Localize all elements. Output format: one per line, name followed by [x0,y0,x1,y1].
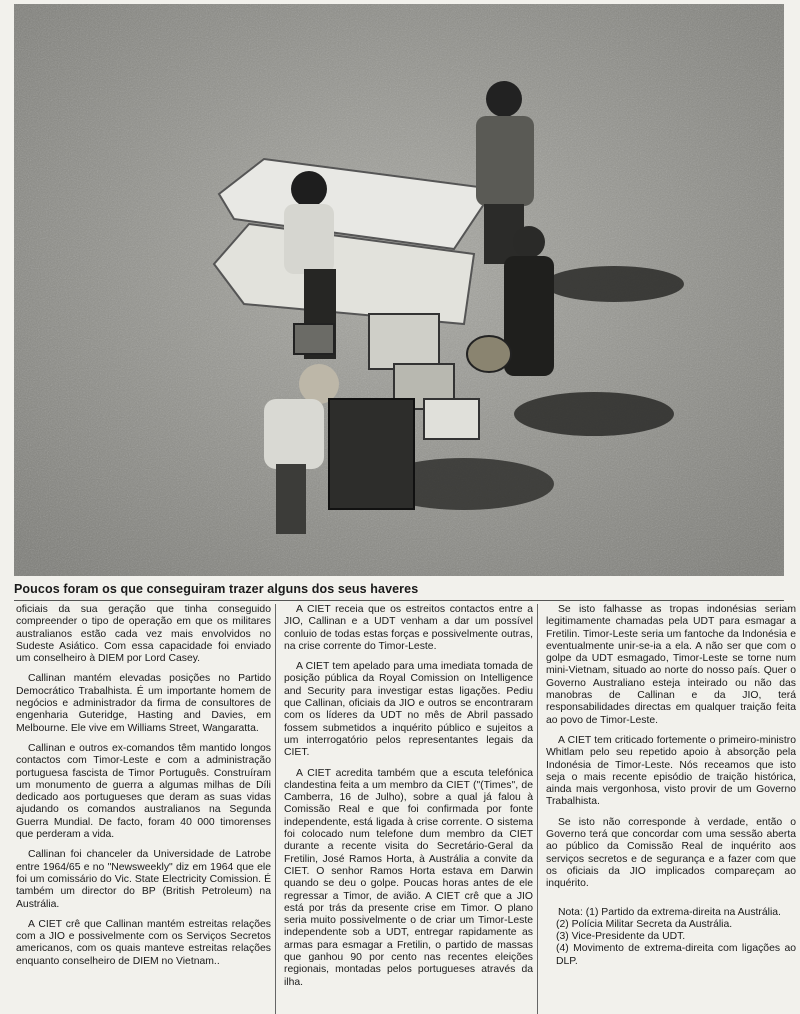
paragraph: oficiais da sua geração que tinha conseguido compreender o tipo de operação em que os militares australianos estão cada vez mais envolvidos no Sudeste Asiático. Com essa capacidade foi enviado um conselheiro à DIEM por Lord Casey. [16,604,271,665]
paragraph: A CIET acredita também que a escuta telefónica clandestina feita a um membro da CIET ("(Times", de Camberra, 16 de Julho), sobre a qual já falou à Comissão Real e que foi confirmada por fonte independente, está ligada à crise corrente. O sistema foi colocado num telefone dum membro da CIET durante a recente visita do Secretário-Geral da Fretilin, José Ramos Horta, à Austrália a convite da CIET. O senhor Ramos Horta estava em Darwin quando se deu o golpe. Poucas horas antes de ele regressar a Timor, de avião. A CIET crê que a JIO está por trás da presente crise em Timor. O plano seria muito possivelmente o de criar um Timor-Leste independente sob a UDT, entregar rapidamente as armas para esmagar a Fretilin, o partido de massas que ganhou 90 por cento nas recentes eleições regionais, montadas pelos portugueses através da ilha. [284,767,533,988]
paragraph: A CIET tem apelado para uma imediata tomada de posição pública da Royal Comission on Intelligence and Security para investigar estas ligações. Pediu que Callinan, oficiais da JIO e outros se encontraram com os líderes da UDT no mês de Abril passado fossem submetidos a inquérito público e sujeitos a um interrogatório pelos representantes legais da CIET. [284,661,533,759]
footnotes [546,907,796,968]
footnote-item: (3) Vice-Presidente da UDT. [556,931,686,943]
paragraph: Se isto falhasse as tropas indonésias seriam legitimamente chamadas pela UDT para esmagar a Fretilin. Timor-Leste seria um fantoche da Indonésia e eventualmente unir-se-ia a ela. A não ser que com o golpe da UDT esmagado, Timor-Leste se torne num mini-Vietnam, situado ao norte do nosso país. Quer o Governo Australiano esteja inteirado ou não das manobras de Callinan e da JIO, terá responsabilidades directas em qualquer traição feita ao povo de Timor-Leste. [546,604,796,726]
footnote-item: (4) Movimento de extrema-direita com ligações ao DLP. [556,943,796,967]
paragraph: Callinan mantém elevadas posições no Partido Democrático Trabalhista. É um importante homem de negócios e administrador da firma de consultores de engenharia Guteridge, Hasting and Davies, em Melbourne. Ele vive em Williams Street, Wangaratta. [16,673,271,734]
paragraph: Se isto não corresponde à verdade, então o Governo terá que concordar com uma sessão aberta ao público da Comissão Real de inquérito aos serviços secretos e de segurança e a fazer com que os oficiais da JIO implicados compareçam ao inquérito. [546,816,796,890]
news-photo [14,4,784,576]
footnote-item: (2) Polícia Militar Secreta da Austrália. [556,918,733,930]
photo-caption: Poucos foram os que conseguiram trazer alguns dos seus haveres [14,582,419,596]
paragraph: A CIET receia que os estreitos contactos entre a JIO, Callinan e a UDT venham a dar um possível conluio de todas estas forças e possivelmente outras, na crise corrente do Timor-Leste. [284,604,533,652]
paragraph: Callinan foi chanceler da Universidade de Latrobe entre 1964/65 e no "Newsweekly" diz em 1964 que ele foi um comissário do Vic. State Electricity Comission. É também um director do BP (British Petroleum) na Austrália. [16,849,271,910]
article-column-1 [14,604,276,1014]
footnote-heading: Nota: (1) Partido da extrema-direita na Austrália. [558,906,781,918]
article-body [14,604,800,1014]
paragraph: Callinan e outros ex-comandos têm mantido longos contactos com Timor-Leste e com a administração portuguesa fascista de Timor Português. Construíram um monumento de guerra a algumas milhas de Díli dedicado aos portugueses que deram as suas vidas ajudando os comandos australianos na Segunda Guerra Mundial. De facto, foram 40 000 timorenses que perderam a vida. [16,742,271,841]
paragraph: A CIET crê que Callinan mantém estreitas relações com a JIO e possivelmente com os Serviços Secretos americanos, com os quais manteve estreitas relações enquanto conselheiro de DIEM no Vietnam.. [16,918,271,967]
article-column-2 [276,604,538,1014]
photo-illustration [14,4,784,576]
paragraph: A CIET tem criticado fortemente o primeiro-ministro Whitlam pelo seu repetido apoio à absorção pela Indonésia de Timor-Leste. Nós receamos que isto seja o mais recente episódio de traição histórica, ainda mais vergonhosa, visto provir de um Governo Trabalhista. [546,734,796,808]
article-column-3 [538,604,800,1014]
caption-divider [14,600,784,601]
